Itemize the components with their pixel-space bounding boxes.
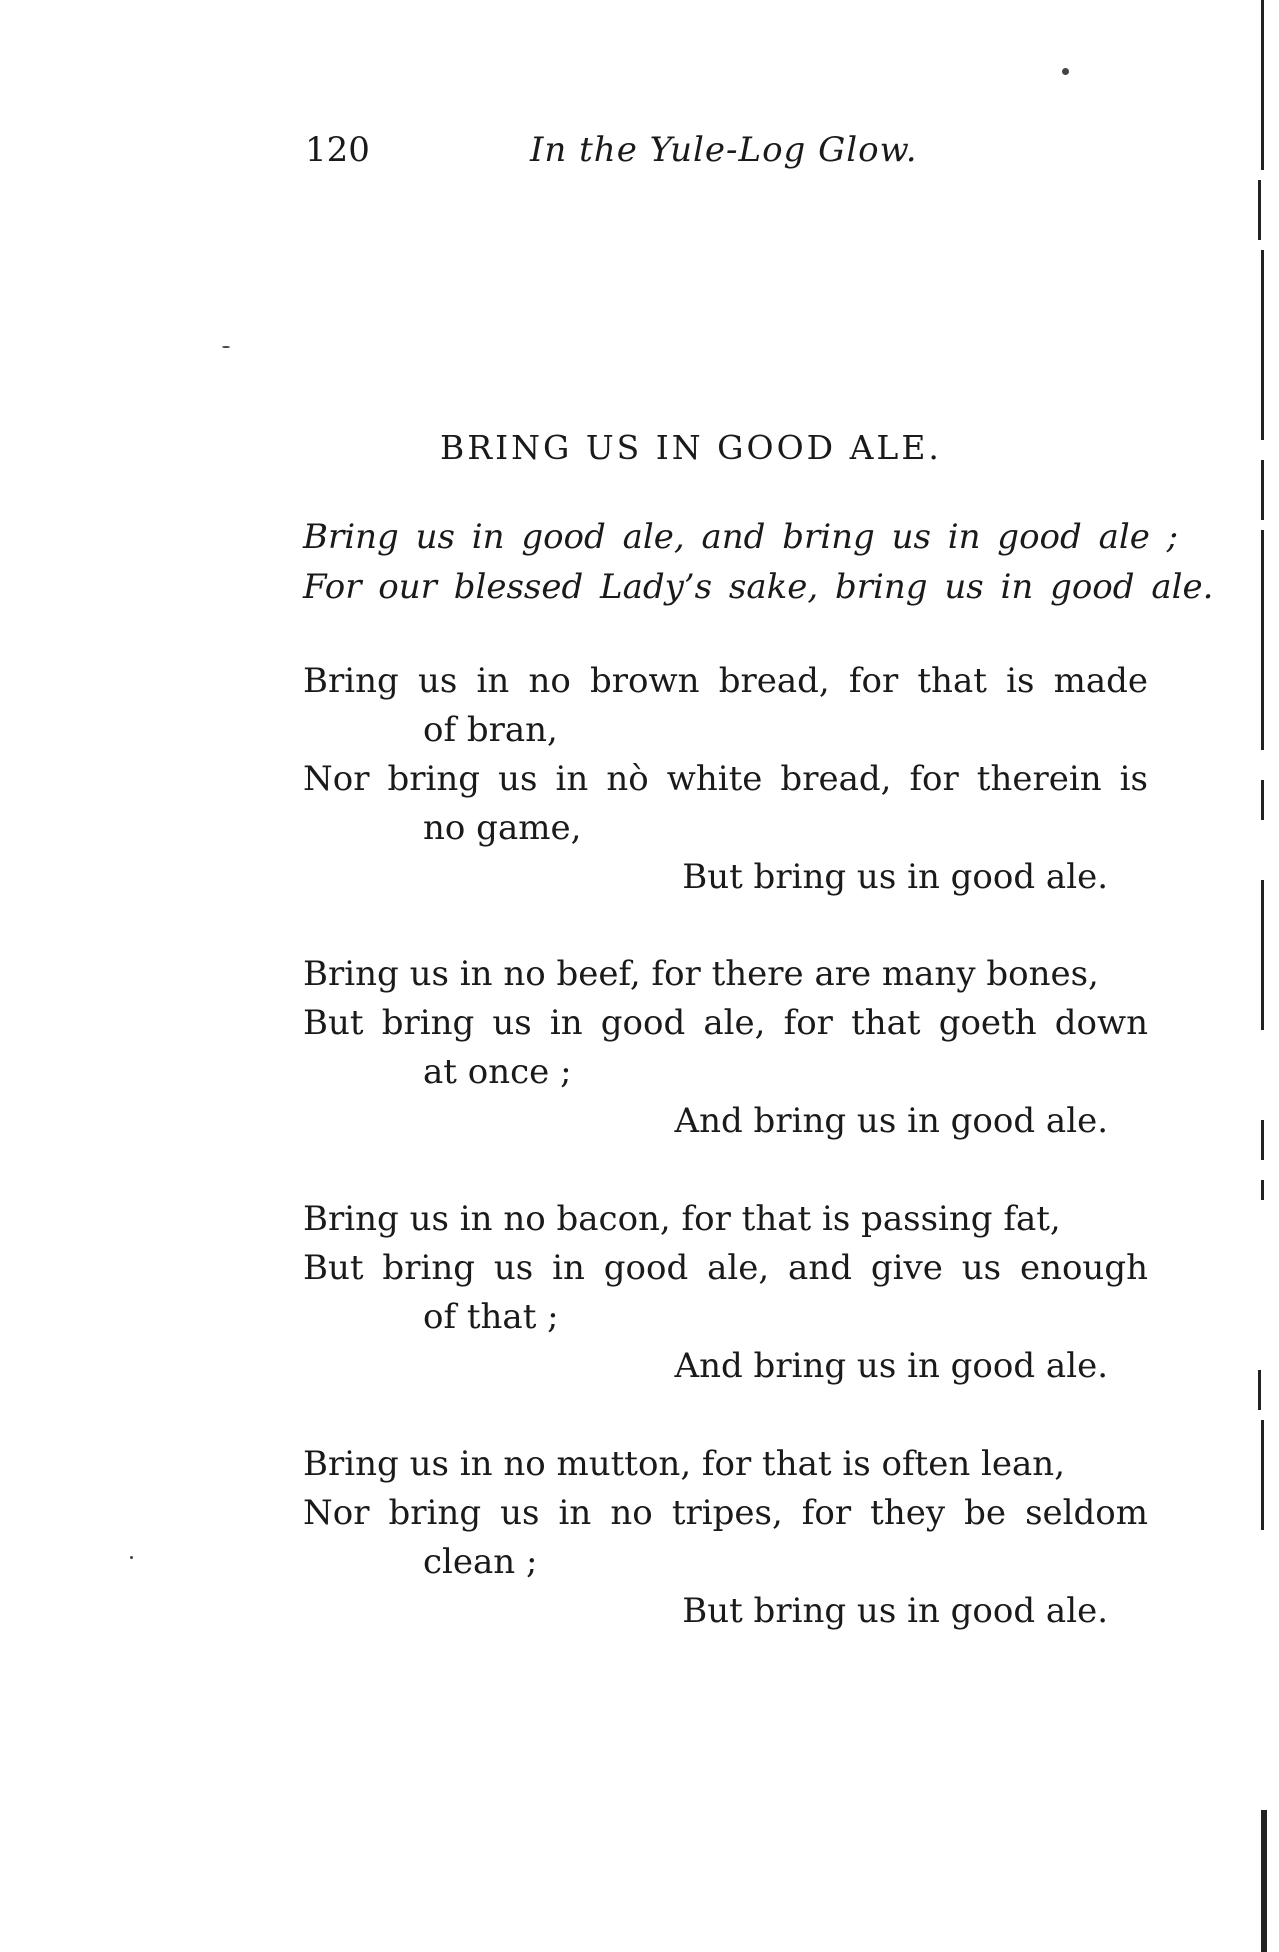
verse-line: Nor bring us in no tripes, for they be seldom xyxy=(303,1493,1148,1533)
refrain-line: For our blessed Lady’s sake, bring us in good ale. xyxy=(303,567,1214,607)
verse-line: Bring us in no brown bread, for that is made xyxy=(303,661,1148,701)
stanza-burden: And bring us in good ale. xyxy=(674,1101,1108,1141)
verse-line-continuation: at once ; xyxy=(423,1052,572,1092)
page-header xyxy=(305,130,945,180)
verse-line: But bring us in good ale, and give us enough xyxy=(303,1248,1148,1288)
verse-line-continuation: clean ; xyxy=(423,1542,538,1582)
verse-line-continuation: no game, xyxy=(423,808,582,848)
verse-line: Bring us in no mutton, for that is often lean, xyxy=(303,1444,1065,1484)
verse-line: Bring us in no bacon, for that is passing fat, xyxy=(303,1199,1061,1239)
scan-speck xyxy=(1062,68,1069,75)
stanza xyxy=(303,1440,1153,1636)
page-number: 120 xyxy=(305,130,370,170)
verse-line-continuation: of bran, xyxy=(423,710,558,750)
stanza xyxy=(303,657,1153,902)
verse-line-continuation: of that ; xyxy=(423,1297,559,1337)
verse-line: But bring us in good ale, for that goeth down xyxy=(303,1003,1148,1043)
stanza xyxy=(303,950,1153,1146)
running-title: In the Yule-Log Glow. xyxy=(530,130,918,170)
page-binding-edge xyxy=(1261,0,1279,1952)
stanza xyxy=(303,1195,1153,1391)
verse-line: Bring us in no beef, for there are many bones, xyxy=(303,954,1099,994)
poem-refrain xyxy=(303,512,1213,612)
verse-line: Nor bring us in nò white bread, for therein is xyxy=(303,759,1148,799)
scan-speck xyxy=(130,1556,133,1559)
refrain-line: Bring us in good ale, and bring us in good ale ; xyxy=(303,517,1179,557)
stanza-burden: And bring us in good ale. xyxy=(674,1346,1108,1386)
stanza-burden: But bring us in good ale. xyxy=(682,857,1108,897)
scan-speck xyxy=(222,346,230,348)
poem-title: BRING US IN GOOD ALE. xyxy=(440,428,942,467)
stanza-burden: But bring us in good ale. xyxy=(682,1591,1108,1631)
